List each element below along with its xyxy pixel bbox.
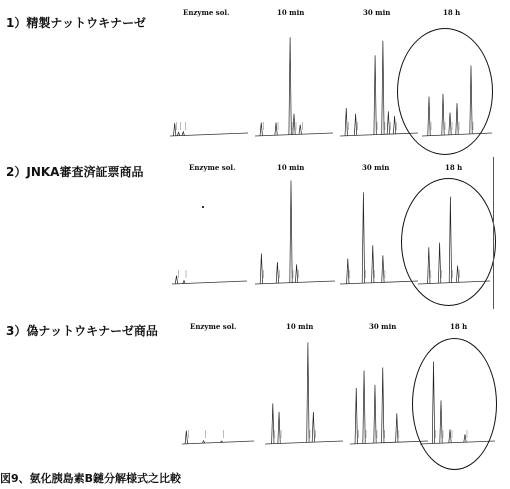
peak <box>177 132 179 135</box>
baseline <box>265 441 343 444</box>
chromatogram-3-enzyme <box>182 400 254 448</box>
baseline <box>340 133 418 136</box>
peak <box>185 431 187 444</box>
highlight-circle-2 <box>401 178 496 306</box>
col-head-30min-3: 30 min <box>369 322 397 331</box>
chromatogram-3-10min <box>265 335 343 448</box>
peak <box>299 125 301 134</box>
col-head-18h-3: 18 h <box>450 322 468 331</box>
figure-caption: 図9、氨化胰島素B鏈分解様式之比較 <box>0 472 182 485</box>
highlight-circle-1 <box>397 28 493 155</box>
peak <box>312 412 314 442</box>
baseline <box>182 441 254 444</box>
col-head-enzyme-1: Enzyme sol. <box>183 8 230 17</box>
peak <box>260 123 262 136</box>
peak <box>278 412 280 444</box>
peak <box>307 342 309 442</box>
peak <box>382 255 384 282</box>
peak <box>382 41 384 135</box>
col-head-10min-2: 10 min <box>277 163 305 172</box>
peak <box>374 55 376 134</box>
baseline <box>350 441 428 444</box>
row-label-3: 3）偽ナットウキナーゼ商品 <box>6 324 158 338</box>
peak <box>362 192 364 283</box>
col-head-enzyme-2: Enzyme sol. <box>189 163 236 172</box>
row-label-1: 1）精製ナットウキナーゼ <box>6 16 146 30</box>
col-head-enzyme-3: Enzyme sol. <box>190 322 237 331</box>
col-head-18h-2: 18 h <box>445 163 463 172</box>
peak <box>173 123 175 136</box>
baseline <box>340 281 418 284</box>
peak <box>260 253 262 283</box>
vertical-rule <box>493 157 494 309</box>
col-head-30min-2: 30 min <box>362 163 390 172</box>
col-head-10min-3: 10 min <box>286 322 314 331</box>
col-head-18h-1: 18 h <box>443 8 461 17</box>
peak <box>175 276 177 284</box>
peak <box>396 413 398 442</box>
col-head-30min-1: 30 min <box>363 8 391 17</box>
chromatogram-1-10min <box>255 22 333 140</box>
baseline <box>255 133 333 136</box>
peak <box>183 281 185 284</box>
chromatogram-2-enzyme <box>172 248 247 288</box>
peak <box>355 388 357 444</box>
peak <box>290 180 292 282</box>
chromatogram-2-10min <box>255 173 335 288</box>
peak <box>374 385 376 443</box>
peak <box>275 123 277 136</box>
chromatogram-1-enzyme <box>170 88 248 140</box>
peak <box>393 116 395 134</box>
peak <box>272 403 274 443</box>
peak <box>382 368 384 443</box>
peak <box>295 264 297 282</box>
peak <box>363 371 365 444</box>
peak <box>289 37 291 134</box>
peak <box>354 114 356 136</box>
baseline <box>255 281 335 284</box>
stray-mark <box>202 206 204 208</box>
peak <box>293 114 295 135</box>
baseline <box>170 133 248 136</box>
col-head-10min-1: 10 min <box>277 8 305 17</box>
peak <box>276 262 278 283</box>
peak <box>387 111 389 134</box>
peak <box>182 132 184 136</box>
peak <box>345 108 347 136</box>
peak <box>347 259 349 284</box>
row-label-2: 2）JNKA審査済証票商品 <box>6 165 144 179</box>
peak <box>372 245 374 283</box>
highlight-circle-3 <box>412 338 497 470</box>
